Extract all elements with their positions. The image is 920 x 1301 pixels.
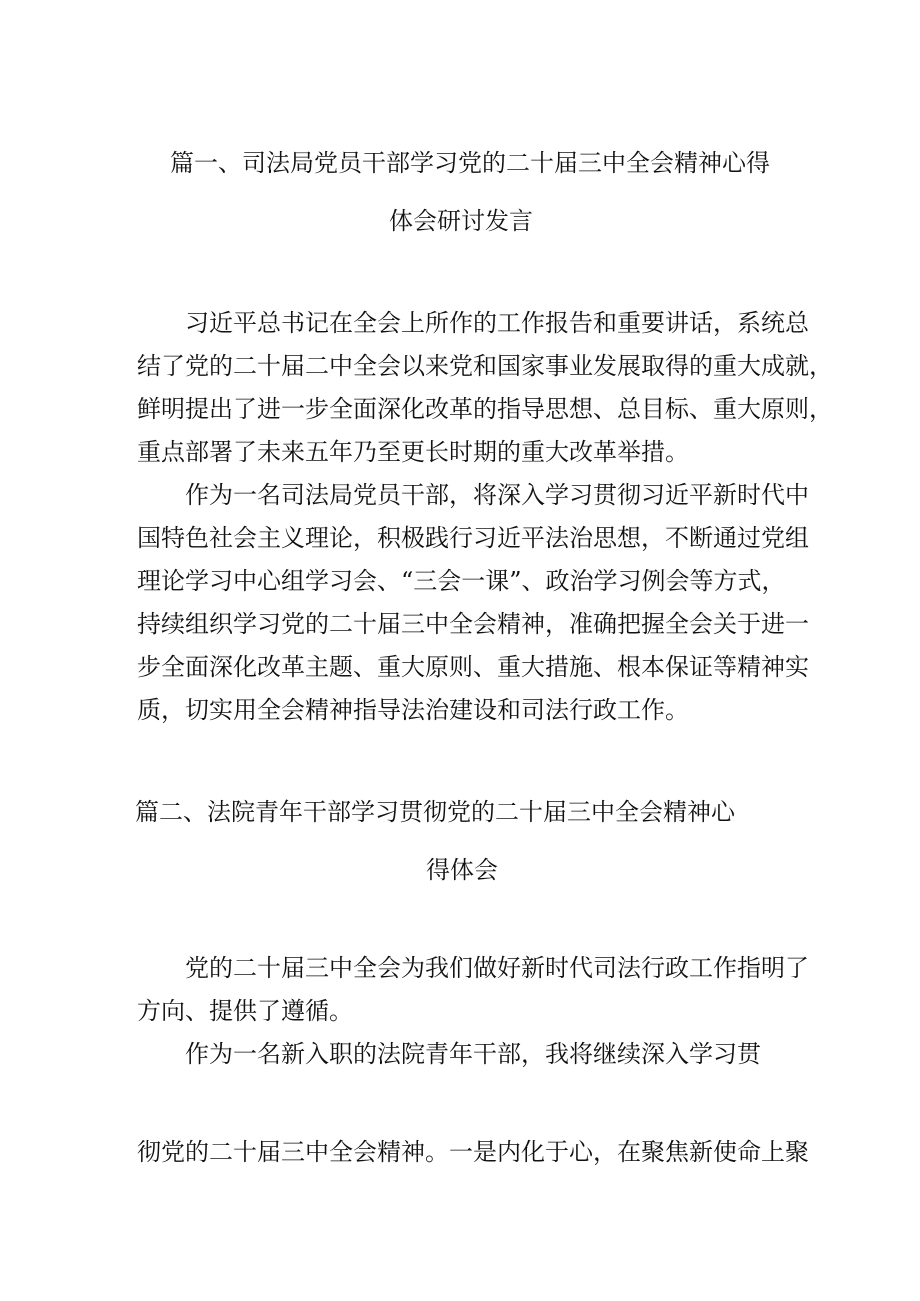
section2-paragraph-2 [137,1033,797,1076]
paragraph-line: 理论学习中心组学习会、“三会一课”、政治学习例会等方式， [137,567,786,595]
paragraph-line: 结了党的二十届二中全会以来党和国家事业发展取得的重大成就， [137,352,833,380]
section1-paragraph-2 [137,474,809,732]
section2-paragraph-3 [137,1131,809,1174]
section1-title-line1: 篇一、司法局党员干部学习党的二十届三中全会精神心得 [170,149,770,177]
section2-paragraph-1 [137,947,809,1033]
paragraph-line: 鲜明提出了进一步全面深化改革的指导思想、总目标、重大原则， [137,395,833,423]
paragraph-line: 重点部署了未来五年乃至更长时期的重大改革举措。 [137,438,689,466]
paragraph-line: 彻党的二十届三中全会精神。一是内化于心，在聚焦新使命上聚 [137,1138,809,1166]
paragraph-line: 方向、提供了遵循。 [137,997,353,1025]
paragraph-line: 持续组织学习党的二十届三中全会精神，准确把握全会关于进一 [137,610,809,638]
paragraph-line: 质，切实用全会精神指导法治建设和司法行政工作。 [137,696,689,724]
paragraph-line: 习近平总书记在全会上所作的工作报告和重要讲话，系统总 [185,309,809,337]
paragraph-line: 作为一名司法局党员干部，将深入学习贯彻习近平新时代中 [185,481,809,509]
section2-title-line1: 篇二、法院青年干部学习贯彻党的二十届三中全会精神心 [135,798,735,826]
paragraph-line: 作为一名新入职的法院青年干部，我将继续深入学习贯 [185,1040,761,1068]
paragraph-line: 党的二十届三中全会为我们做好新时代司法行政工作指明了 [185,954,809,982]
section1-title-line2: 体会研讨发言 [389,207,533,235]
paragraph-line: 步全面深化改革主题、重大原则、重大措施、根本保证等精神实 [137,653,809,681]
section2-title-line2: 得体会 [426,856,498,884]
paragraph-line: 国特色社会主义理论，积极践行习近平法治思想，不断通过党组 [137,524,809,552]
section1-paragraph-1 [137,302,833,474]
